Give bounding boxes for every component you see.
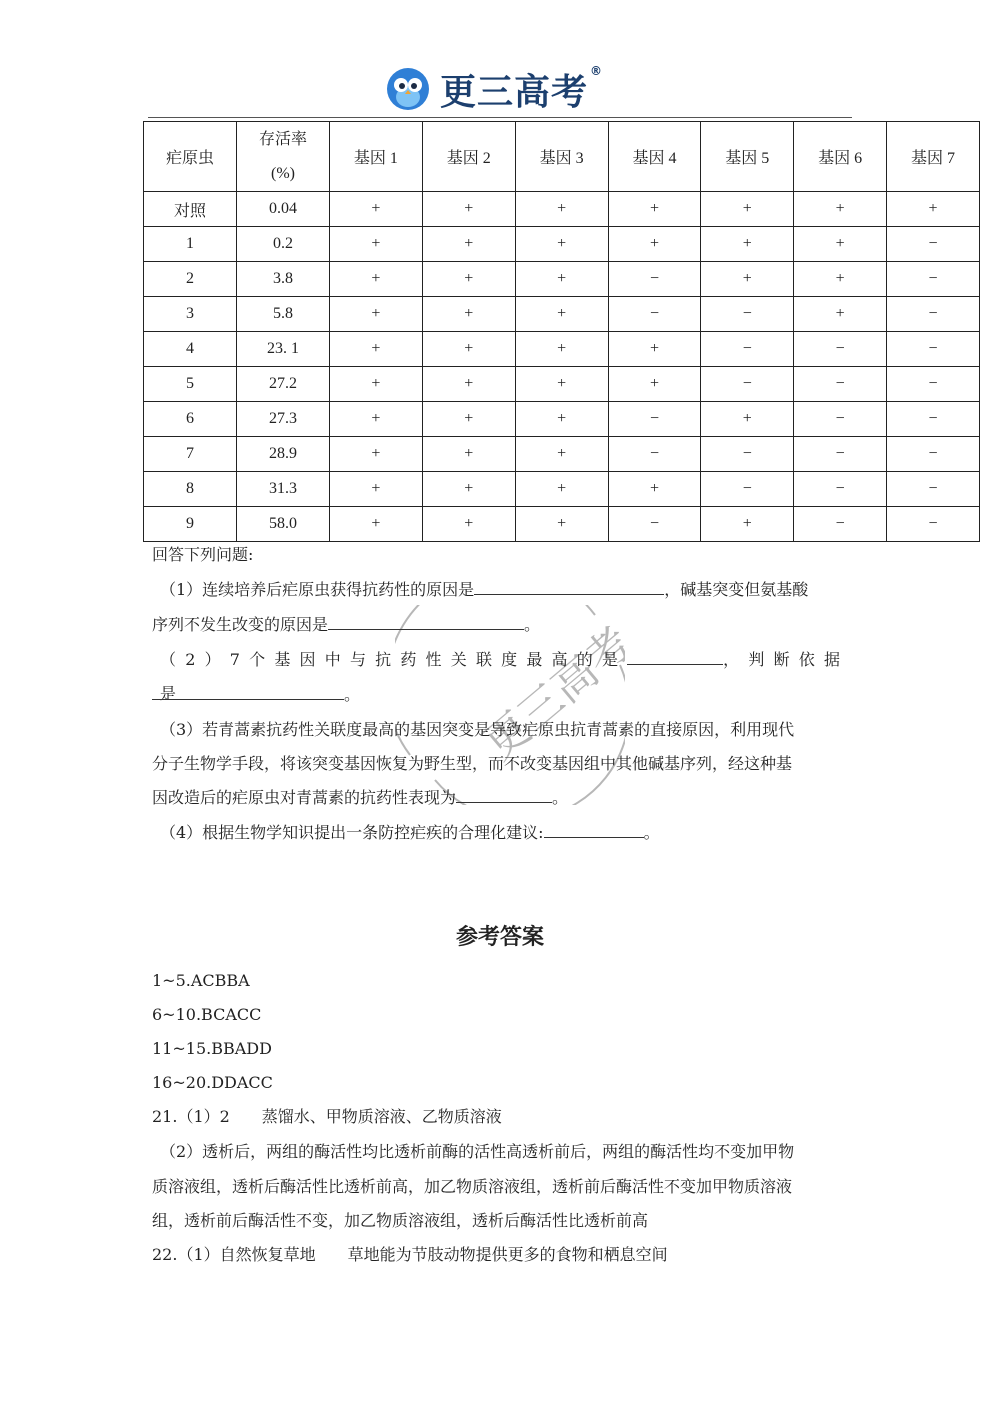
brand-name: 更三高考® [440,63,604,113]
cell-gene: + [422,262,515,297]
cell-gene: + [330,332,423,367]
cell-gene: + [330,227,423,262]
cell-gene: + [701,262,794,297]
watermark-text: 更三高考 [474,617,625,770]
cell-gene: + [515,332,608,367]
answer-21-2-line1: （2）透析后，两组的酶活性均比透析前酶的活性高透析前后，两组的酶活性均不变加甲物 [160,1142,795,1161]
cell-gene: + [422,332,515,367]
cell-gene: + [608,227,701,262]
cell-strain: 7 [144,437,237,472]
header-gene: 基因 2 [422,122,515,192]
cell-gene: − [701,367,794,402]
cell-gene: + [515,437,608,472]
question-intro: 回答下列问题: [152,545,254,564]
cell-gene: − [794,332,887,367]
header-strain: 疟原虫 [144,122,237,192]
cell-gene: + [422,367,515,402]
answer-blank [474,578,664,595]
cell-gene: − [701,437,794,472]
cell-gene: + [422,297,515,332]
table-row [144,437,980,472]
header-divider [148,117,852,118]
cell-gene: + [330,507,423,542]
cell-gene: + [701,507,794,542]
cell-gene: + [422,507,515,542]
cell-gene: + [608,192,701,227]
cell-gene: + [422,402,515,437]
cell-gene: + [330,192,423,227]
answer-21-2-line3: 组，透析前后酶活性不变，加乙物质溶液组，透析后酶活性比透析前高 [152,1211,649,1230]
question-3-line1: （3）若青蒿素抗药性关联度最高的基因突变是导致疟原虫抗青蒿素的直接原因，利用现代 [160,720,795,739]
cell-strain: 5 [144,367,237,402]
cell-gene: + [330,262,423,297]
cell-gene: − [794,472,887,507]
cell-gene: + [515,297,608,332]
header-gene: 基因 1 [330,122,423,192]
answer-line: 1~5.ACBBA [152,971,250,990]
cell-survival-rate: 27.3 [237,402,330,437]
table-row [144,192,980,227]
answer-line: 16~20.DDACC [152,1073,273,1092]
answers-title: 参考答案 [455,925,544,950]
cell-survival-rate: 28.9 [237,437,330,472]
cell-gene: + [608,472,701,507]
answer-blank [328,613,524,630]
cell-survival-rate: 0.2 [237,227,330,262]
cell-gene: + [330,367,423,402]
cell-gene: − [701,332,794,367]
cell-gene: + [330,297,423,332]
cell-gene: + [515,507,608,542]
cell-survival-rate: 23. 1 [237,332,330,367]
table-row [144,332,980,367]
question-1-line1: （1）连续培养后疟原虫获得抗药性的原因是 ，碱基突变但氨基酸 [160,580,809,599]
cell-gene: − [701,297,794,332]
cell-gene: − [887,402,980,437]
cell-gene: − [887,262,980,297]
cell-gene: + [701,227,794,262]
cell-gene: + [330,437,423,472]
cell-gene: − [887,332,980,367]
cell-survival-rate: 0.04 [237,192,330,227]
table-row [144,227,980,262]
table-row [144,367,980,402]
cell-gene: − [794,507,887,542]
cell-gene: − [608,297,701,332]
cell-gene: + [330,472,423,507]
cell-gene: − [608,262,701,297]
cell-gene: + [515,192,608,227]
cell-strain: 对照 [144,192,237,227]
answer-line: 6~10.BCACC [152,1005,262,1024]
cell-gene: − [887,507,980,542]
cell-survival-rate: 5.8 [237,297,330,332]
owl-logo-icon [386,67,430,111]
header-gene: 基因 6 [794,122,887,192]
header-survival: 存活率 (%) [237,122,330,192]
cell-gene: + [608,367,701,402]
cell-strain: 8 [144,472,237,507]
table-row [144,262,980,297]
cell-gene: + [515,367,608,402]
cell-gene: − [794,437,887,472]
answer-22-1: 22.（1）自然恢复草地 草地能为节肢动物提供更多的食物和栖息空间 [152,1245,668,1264]
cell-strain: 6 [144,402,237,437]
question-2-line1: （2）7个基因中与抗药性关联度最高的是 ，判断依据是 [160,650,850,703]
cell-gene: + [794,262,887,297]
cell-gene: + [515,402,608,437]
results-table [143,121,980,542]
cell-survival-rate: 31.3 [237,472,330,507]
cell-strain: 2 [144,262,237,297]
answer-21-2-line2: 质溶液组，透析后酶活性比透析前高，加乙物质溶液组，透析前后酶活性不变加甲物质溶液 [152,1177,793,1196]
cell-gene: − [608,402,701,437]
question-1-line2: 序列不发生改变的原因是 。 [152,615,541,634]
cell-gene: − [794,402,887,437]
cell-gene: − [887,437,980,472]
answer-blank [544,821,644,838]
cell-gene: − [887,297,980,332]
answer-21-1: 21.（1）2 蒸馏水、甲物质溶液、乙物质溶液 [152,1107,502,1126]
cell-gene: − [794,367,887,402]
cell-strain: 4 [144,332,237,367]
cell-gene: + [794,192,887,227]
cell-gene: + [515,262,608,297]
cell-survival-rate: 58.0 [237,507,330,542]
answer-line: 11~15.BBADD [152,1039,272,1058]
cell-gene: + [608,332,701,367]
answer-blank [152,683,344,700]
cell-gene: + [794,227,887,262]
answer-blank [456,786,552,803]
table-row [144,472,980,507]
cell-gene: − [887,367,980,402]
cell-strain: 1 [144,227,237,262]
cell-gene: − [608,507,701,542]
header-gene: 基因 3 [515,122,608,192]
cell-gene: + [887,192,980,227]
cell-gene: + [515,227,608,262]
question-3-line2: 分子生物学手段，将该突变基因恢复为野生型，而不改变基因组中其他碱基序列，经这种基 [152,754,793,773]
table-header-row [144,122,980,192]
brand-logo [386,64,603,114]
question-4: （4）根据生物学知识提出一条防控疟疾的合理化建议: 。 [160,823,660,842]
cell-survival-rate: 3.8 [237,262,330,297]
cell-strain: 3 [144,297,237,332]
cell-gene: + [330,402,423,437]
header-gene: 基因 7 [887,122,980,192]
cell-survival-rate: 27.2 [237,367,330,402]
cell-gene: − [701,472,794,507]
table-row [144,297,980,332]
cell-gene: + [422,437,515,472]
cell-gene: − [887,227,980,262]
cell-gene: + [422,472,515,507]
question-2-line2: 。 [152,678,852,712]
cell-gene: + [701,192,794,227]
cell-gene: + [422,192,515,227]
answer-blank [627,648,723,665]
cell-gene: − [608,437,701,472]
table-row [144,507,980,542]
cell-gene: + [701,402,794,437]
cell-gene: + [515,472,608,507]
question-3-line3: 因改造后的疟原虫对青蒿素的抗药性表现为 。 [152,788,569,807]
table-row [144,402,980,437]
cell-gene: − [887,472,980,507]
cell-gene: + [794,297,887,332]
cell-strain: 9 [144,507,237,542]
header-gene: 基因 4 [608,122,701,192]
cell-gene: + [422,227,515,262]
header-gene: 基因 5 [701,122,794,192]
